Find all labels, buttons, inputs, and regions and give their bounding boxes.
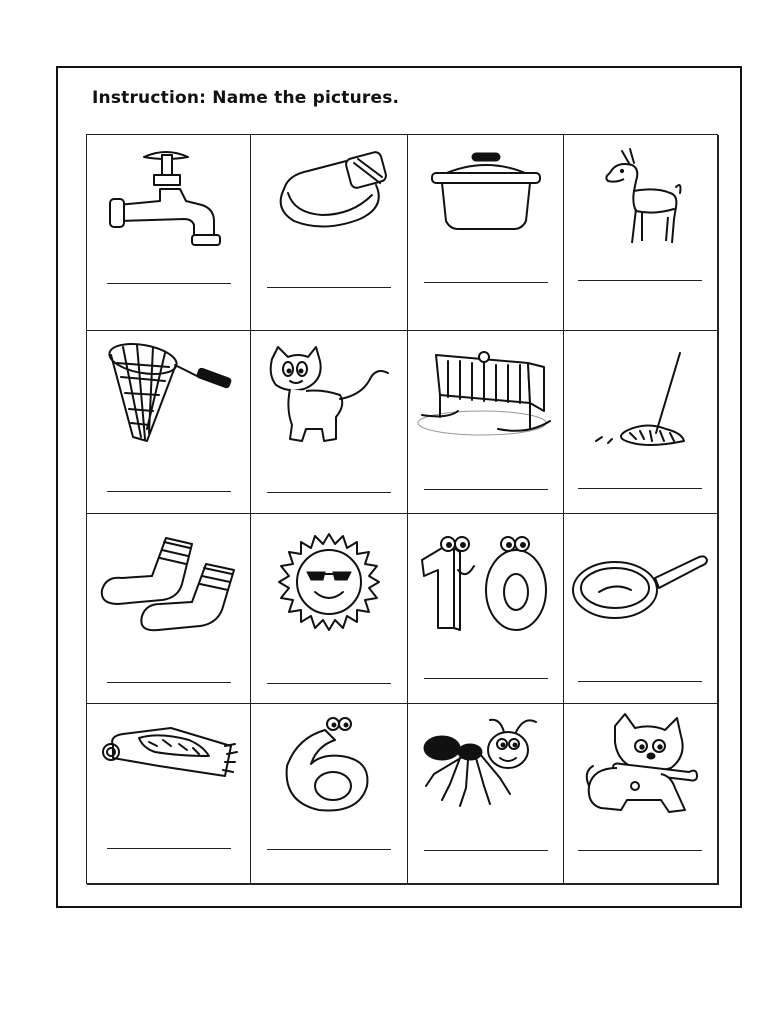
picture-grid xyxy=(86,134,718,884)
pan-icon xyxy=(571,548,711,626)
answer-line[interactable] xyxy=(578,850,702,851)
answer-line[interactable] xyxy=(107,283,231,284)
grid-cell xyxy=(564,331,719,514)
net-icon xyxy=(103,337,235,443)
grid-cell xyxy=(408,514,564,704)
grid-cell xyxy=(564,514,719,704)
socks-icon xyxy=(96,524,242,636)
answer-line[interactable] xyxy=(267,287,391,288)
grid-cell xyxy=(564,135,719,331)
dog-icon xyxy=(581,712,701,816)
instruction-heading: Instruction: Name the pictures. xyxy=(92,88,400,108)
sun-icon xyxy=(279,532,379,632)
answer-line[interactable] xyxy=(107,682,231,683)
answer-line[interactable] xyxy=(107,848,231,849)
pot-icon xyxy=(426,151,546,235)
grid-cell xyxy=(251,331,408,514)
ant-icon xyxy=(420,714,552,814)
safety-pin-icon xyxy=(264,149,394,239)
grid-cell xyxy=(408,704,564,885)
grid-cell xyxy=(408,331,564,514)
goat-icon xyxy=(596,147,686,247)
answer-line[interactable] xyxy=(107,491,231,492)
rug-icon xyxy=(99,716,239,786)
grid-cell xyxy=(251,514,408,704)
number-ten-icon xyxy=(418,536,554,632)
answer-line[interactable] xyxy=(424,850,548,851)
answer-line[interactable] xyxy=(578,488,702,489)
answer-line[interactable] xyxy=(578,280,702,281)
answer-line[interactable] xyxy=(267,849,391,850)
number-six-icon xyxy=(277,716,381,816)
answer-line[interactable] xyxy=(267,492,391,493)
answer-line[interactable] xyxy=(267,683,391,684)
grid-cell xyxy=(87,514,251,704)
faucet-icon xyxy=(104,143,234,253)
grid-cell xyxy=(87,704,251,885)
grid-cell xyxy=(87,135,251,331)
grid-cell xyxy=(564,704,719,885)
grid-cell xyxy=(408,135,564,331)
grid-cell xyxy=(251,704,408,885)
answer-line[interactable] xyxy=(424,678,548,679)
answer-line[interactable] xyxy=(578,681,702,682)
mop-icon xyxy=(586,351,696,451)
answer-line[interactable] xyxy=(424,489,548,490)
answer-line[interactable] xyxy=(424,282,548,283)
grid-cell xyxy=(251,135,408,331)
cat-icon xyxy=(266,345,392,445)
grid-cell xyxy=(87,331,251,514)
cradle-icon xyxy=(418,345,554,439)
